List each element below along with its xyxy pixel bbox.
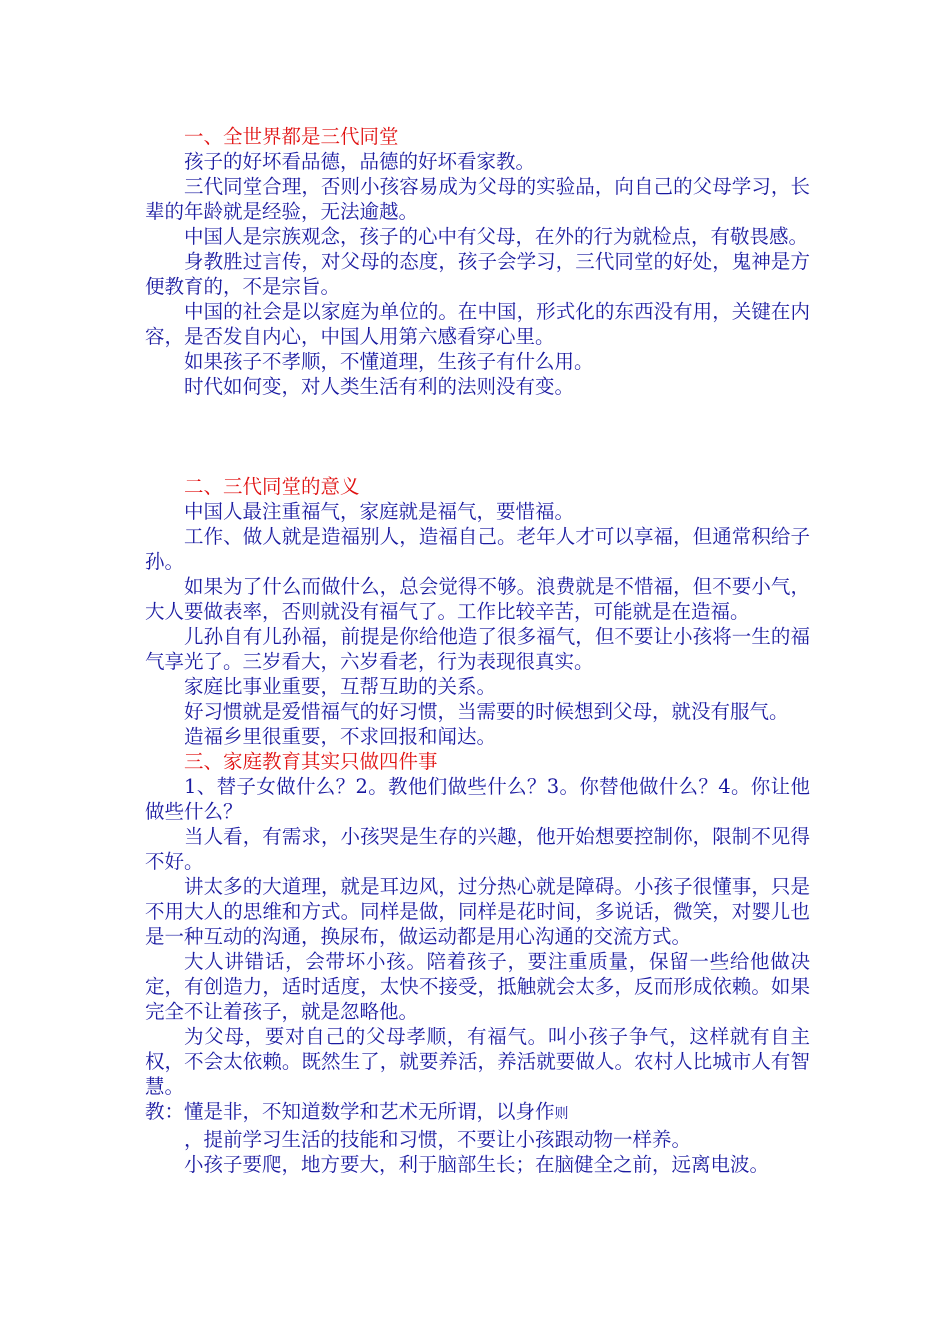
paragraph: 身教胜过言传，对父母的态度，孩子会学习，三代同堂的好处，鬼神是方便教育的，不是宗旨。 [145, 250, 810, 298]
paragraph: ，提前学习生活的技能和习惯，不要让小孩跟动物一样养。 [184, 1128, 692, 1151]
section-2-heading: 二、三代同堂的意义 [184, 475, 360, 498]
teach-line [145, 1099, 810, 1127]
paragraph: 为父母，要对自己的父母孝顺，有福气。叫小孩子争气，这样就有自主权，不会太依赖。既然生了，就要养活，养活就要做人。农村人比城市人有智慧。 [145, 1025, 810, 1098]
paragraph: 大人讲错话，会带坏小孩。陪着孩子，要注重质量，保留一些给他做决定，有创造力，适时适度，太快不接受，抵触就会太多，反而形成依赖。如果完全不让着孩子，就是忽略他。 [145, 950, 810, 1023]
paragraph: 中国的社会是以家庭为单位的。在中国，形式化的东西没有用，关键在内容，是否发自内心，中国人用第六感看穿心里。 [145, 300, 810, 348]
paragraph: 好习惯就是爱惜福气的好习惯，当需要的时候想到父母，就没有服气。 [184, 700, 789, 723]
paragraph: 讲太多的大道理，就是耳边风，过分热心就是障碍。小孩子很懂事，只是不用大人的思维和方式。同样是做，同样是花时间，多说话，微笑，对婴儿也是一种互动的沟通，换尿布，做运动都是用心沟通的交流方式。 [145, 875, 810, 948]
paragraph: 1、替子女做什么？2。教他们做些什么？3。你替他做什么？4。你让他做些什么？ [145, 775, 810, 823]
document-page [145, 124, 810, 1177]
teach-text: 教：懂是非，不知道数学和艺术无所谓，以身作 [145, 1100, 555, 1123]
section-3-heading: 三、家庭教育其实只做四件事 [184, 750, 438, 773]
section-1-heading: 一、全世界都是三代同堂 [184, 125, 399, 148]
teach-small-char: 则 [554, 1106, 569, 1122]
paragraph: 家庭比事业重要，互帮互助的关系。 [184, 675, 497, 698]
section-spacer [145, 399, 810, 474]
paragraph: 工作、做人就是造福别人，造福自己。老年人才可以享福，但通常积给子孙。 [145, 525, 810, 573]
paragraph: 如果为了什么而做什么，总会觉得不够。浪费就是不惜福，但不要小气，大人要做表率，否则就没有福气了。工作比较辛苦，可能就是在造福。 [145, 575, 810, 623]
paragraph: 中国人最注重福气，家庭就是福气，要惜福。 [184, 500, 575, 523]
paragraph: 孩子的好坏看品德，品德的好坏看家教。 [184, 150, 536, 173]
paragraph: 时代如何变，对人类生活有利的法则没有变。 [184, 375, 575, 398]
paragraph: 儿孙自有儿孙福，前提是你给他造了很多福气，但不要让小孩将一生的福气享光了。三岁看大，六岁看老，行为表现很真实。 [145, 625, 810, 673]
paragraph: 造福乡里很重要，不求回报和闻达。 [184, 725, 497, 748]
paragraph: 小孩子要爬，地方要大，利于脑部生长；在脑健全之前，远离电波。 [184, 1153, 770, 1176]
paragraph: 如果孩子不孝顺，不懂道理，生孩子有什么用。 [184, 350, 594, 373]
paragraph: 中国人是宗族观念，孩子的心中有父母，在外的行为就检点，有敬畏感。 [184, 225, 809, 248]
paragraph: 三代同堂合理，否则小孩容易成为父母的实验品，向自己的父母学习，长辈的年龄就是经验，无法逾越。 [145, 175, 810, 223]
paragraph: 当人看，有需求，小孩哭是生存的兴趣，他开始想要控制你，限制不见得不好。 [145, 825, 810, 873]
